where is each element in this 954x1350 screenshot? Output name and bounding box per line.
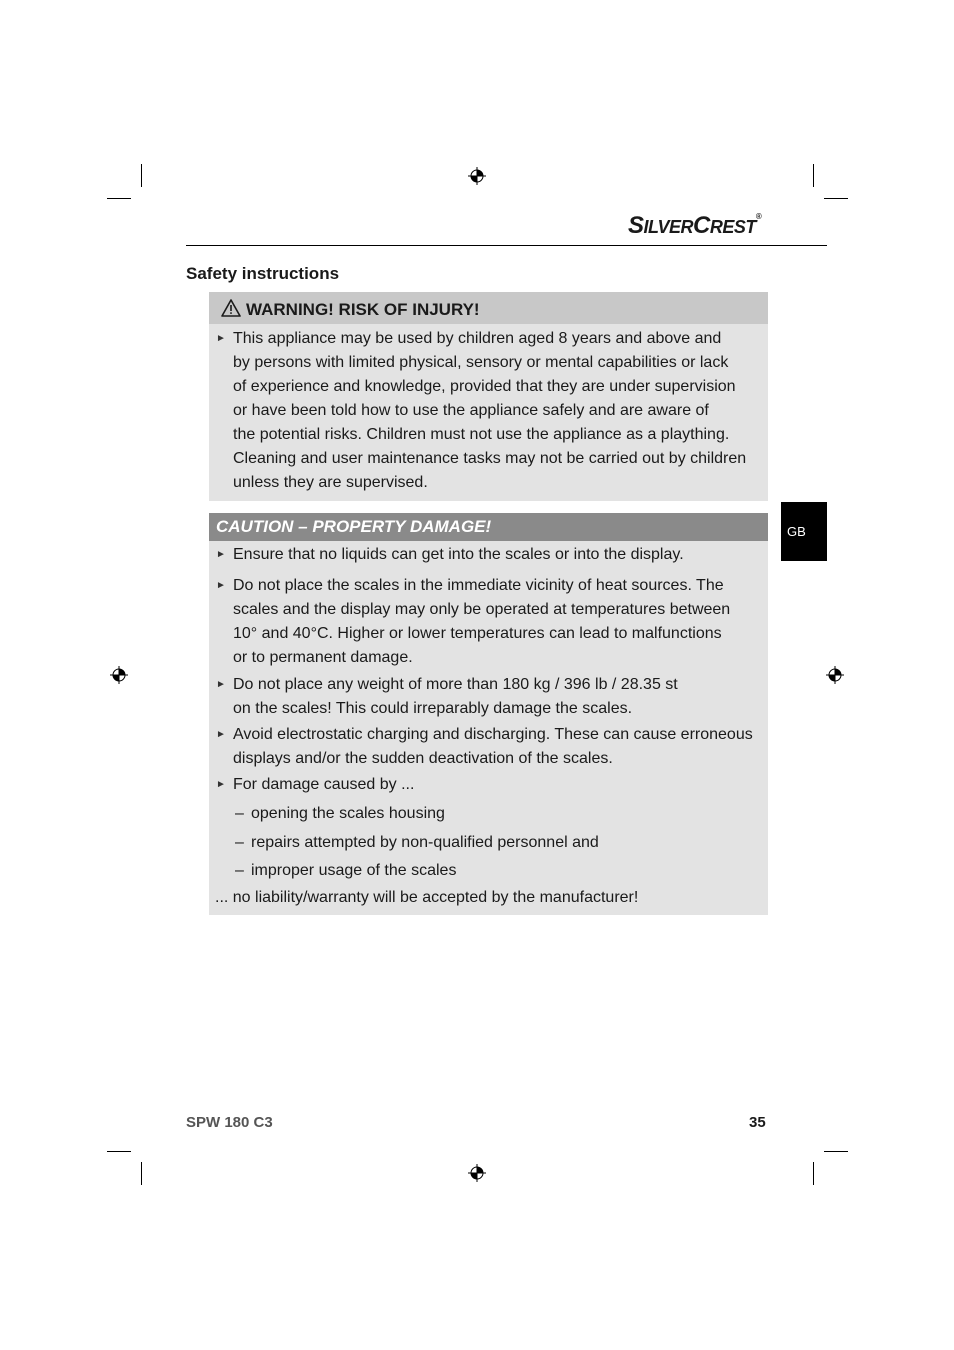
crop-mark	[824, 198, 848, 199]
bullet-icon: ►	[216, 729, 226, 740]
header-rule	[186, 245, 827, 246]
warning-header	[209, 292, 768, 324]
dash-marker: –	[235, 834, 244, 851]
warning-box	[209, 292, 768, 501]
crop-mark	[813, 1162, 814, 1185]
caution-item: Do not place the scales in the immediate vicinity of heat sources. The scales and the display may only be operated at temperatures between 10° and 40°C. Higher or lower temperatures can lead to malfunctions or to permanent damage.	[233, 577, 731, 666]
crop-mark	[141, 164, 142, 187]
caution-item: Ensure that no liquids can get into the scales or into the display.	[233, 546, 684, 563]
registration-mark-icon	[468, 167, 486, 185]
caution-subitem: repairs attempted by non-qualified personnel and	[251, 834, 599, 851]
caution-header	[209, 513, 768, 541]
page-number: 35	[749, 1114, 766, 1131]
crop-mark	[141, 1162, 142, 1185]
crop-mark	[107, 198, 131, 199]
warning-text: This appliance may be used by children aged 8 years and above and by persons with limited physical, sensory or mental capabilities or lack of experience and knowledge, provided that they are under supervision or have been told how to use the appliance safely and are aware of the potential risks. Children must not use the appliance as a plaything. Cleaning and user maintenance tasks may not be carried out by children unless they are supervised.	[233, 330, 747, 491]
warning-triangle-icon	[221, 299, 241, 317]
caution-subitem: opening the scales housing	[251, 805, 445, 822]
language-tab	[781, 502, 827, 561]
caution-subitem: improper usage of the scales	[251, 862, 457, 879]
bullet-icon: ►	[216, 549, 226, 560]
caution-item: Avoid electrostatic charging and discharging. These can cause erroneous displays and/or the sudden deactivation of the scales.	[233, 726, 753, 767]
caution-closing: ... no liability/warranty will be accepted by the manufacturer!	[215, 889, 639, 906]
footer-model: SPW 180 C3	[186, 1114, 273, 1131]
silvercrest-logo: SILVERCREST®	[628, 212, 762, 239]
language-tab-label: GB	[787, 524, 806, 539]
crop-mark	[824, 1151, 848, 1152]
caution-box	[209, 513, 768, 915]
crop-mark	[107, 1151, 131, 1152]
caution-item: Do not place any weight of more than 180 kg / 396 lb / 28.35 st on the scales! This could irreparably damage the scales.	[233, 676, 678, 717]
bullet-icon: ►	[216, 580, 226, 591]
bullet-icon: ►	[216, 779, 226, 790]
caution-heading: CAUTION – PROPERTY DAMAGE!	[216, 517, 492, 536]
registration-mark-icon	[826, 666, 844, 684]
crop-mark	[813, 164, 814, 187]
registration-mark-icon	[110, 666, 128, 684]
dash-marker: –	[235, 805, 244, 822]
bullet-icon: ►	[216, 679, 226, 690]
warning-heading: WARNING! RISK OF INJURY!	[246, 300, 480, 319]
caution-item: For damage caused by ...	[233, 776, 415, 793]
section-title: Safety instructions	[186, 264, 340, 283]
registration-mark-icon	[468, 1164, 486, 1182]
dash-marker: –	[235, 862, 244, 879]
bullet-icon: ►	[216, 333, 226, 344]
